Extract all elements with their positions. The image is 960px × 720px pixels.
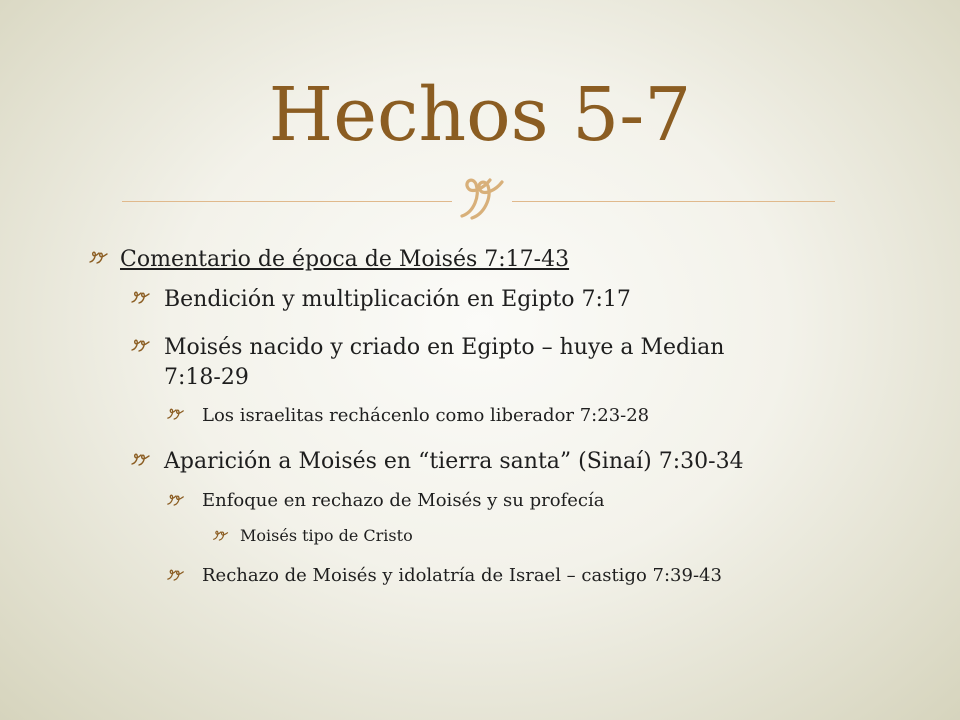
list-item-level2: Moisés nacido y criado en Egipto – huye a Median [164,335,725,360]
list-item-level4: Moisés tipo de Cristo [240,526,413,545]
bullet-scroll-flourish-icon [130,291,152,305]
list-item-level2: Bendición y multiplicación en Egipto 7:17 [164,287,631,312]
bullet-scroll-flourish-icon [88,251,110,265]
bullet-scroll-flourish-icon [212,530,230,542]
bullet-scroll-flourish-icon [130,339,152,353]
bullet-scroll-flourish-icon [166,494,186,507]
list-item-continuation: 7:18-29 [164,365,249,390]
bullet-scroll-flourish-icon [166,569,186,582]
list-item-level3: Enfoque en rechazo de Moisés y su profecía [202,490,605,511]
list-item-level2: Aparición a Moisés en “tierra santa” (Sinaí) 7:30-34 [164,449,744,474]
list-item-level3: Los israelitas rechácenlo como liberador 7:23-28 [202,405,650,426]
bullet-scroll-flourish-icon [130,453,152,467]
slide-title: Hechos 5-7 [268,72,692,158]
list-item-level3: Rechazo de Moisés y idolatría de Israel – castigo 7:39-43 [202,565,722,586]
bullet-scroll-flourish-icon [166,408,186,421]
list-item-level1: Comentario de época de Moisés 7:17-43 [120,247,570,272]
